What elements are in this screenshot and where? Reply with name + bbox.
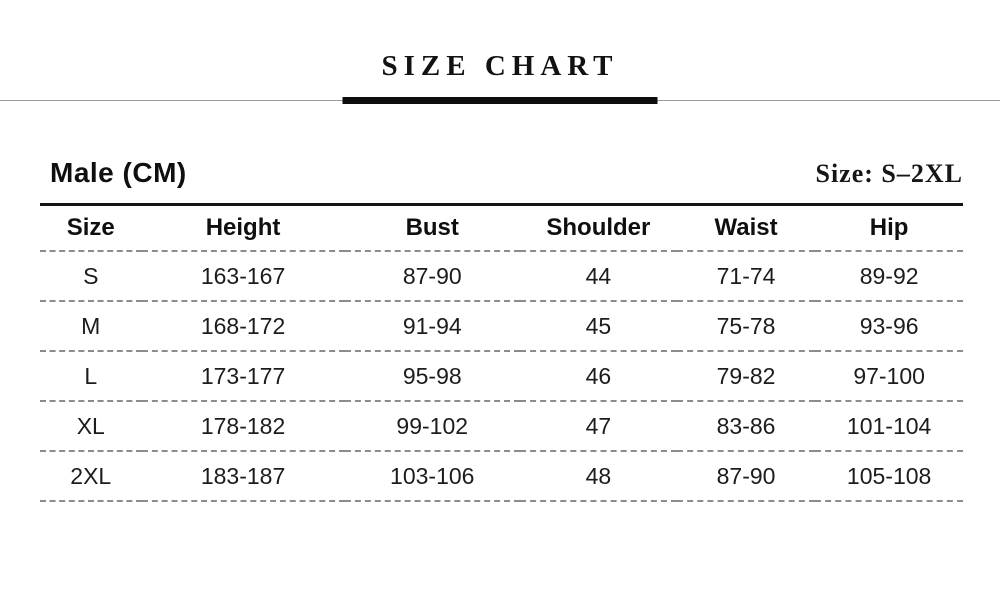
column-header-shoulder: Shoulder [520,205,677,252]
thick-underline-bar [343,97,658,104]
measurement-cell: 89-92 [815,251,963,301]
column-header-bust: Bust [345,205,520,252]
size-cell: L [40,351,142,401]
size-range-label: Size: S–2XL [815,159,963,188]
column-header-size: Size [40,205,142,252]
table-header-row [40,205,963,252]
gender-units-label: Male (CM) [50,157,187,188]
size-cell: 2XL [40,451,142,501]
size-cell: M [40,301,142,351]
measurement-cell: 173-177 [142,351,345,401]
size-chart-table [40,203,963,502]
meta-row [50,157,963,189]
table-row [40,401,963,451]
measurement-cell: 87-90 [345,251,520,301]
table-row [40,451,963,501]
measurement-cell: 95-98 [345,351,520,401]
measurement-cell: 71-74 [677,251,815,301]
measurement-cell: 79-82 [677,351,815,401]
measurement-cell: 83-86 [677,401,815,451]
measurement-cell: 46 [520,351,677,401]
title-divider [0,97,1000,105]
measurement-cell: 99-102 [345,401,520,451]
table-row [40,351,963,401]
page-title: SIZE CHART [381,50,619,82]
measurement-cell: 75-78 [677,301,815,351]
table-row [40,301,963,351]
measurement-cell: 91-94 [345,301,520,351]
measurement-cell: 103-106 [345,451,520,501]
column-header-waist: Waist [677,205,815,252]
measurement-cell: 93-96 [815,301,963,351]
measurement-cell: 48 [520,451,677,501]
size-cell: XL [40,401,142,451]
column-header-height: Height [142,205,345,252]
column-header-hip: Hip [815,205,963,252]
table-row [40,251,963,301]
measurement-cell: 178-182 [142,401,345,451]
measurement-cell: 44 [520,251,677,301]
measurement-cell: 101-104 [815,401,963,451]
measurement-cell: 163-167 [142,251,345,301]
measurement-cell: 47 [520,401,677,451]
size-cell: S [40,251,142,301]
measurement-cell: 97-100 [815,351,963,401]
measurement-cell: 45 [520,301,677,351]
measurement-cell: 183-187 [142,451,345,501]
measurement-cell: 105-108 [815,451,963,501]
measurement-cell: 87-90 [677,451,815,501]
measurement-cell: 168-172 [142,301,345,351]
